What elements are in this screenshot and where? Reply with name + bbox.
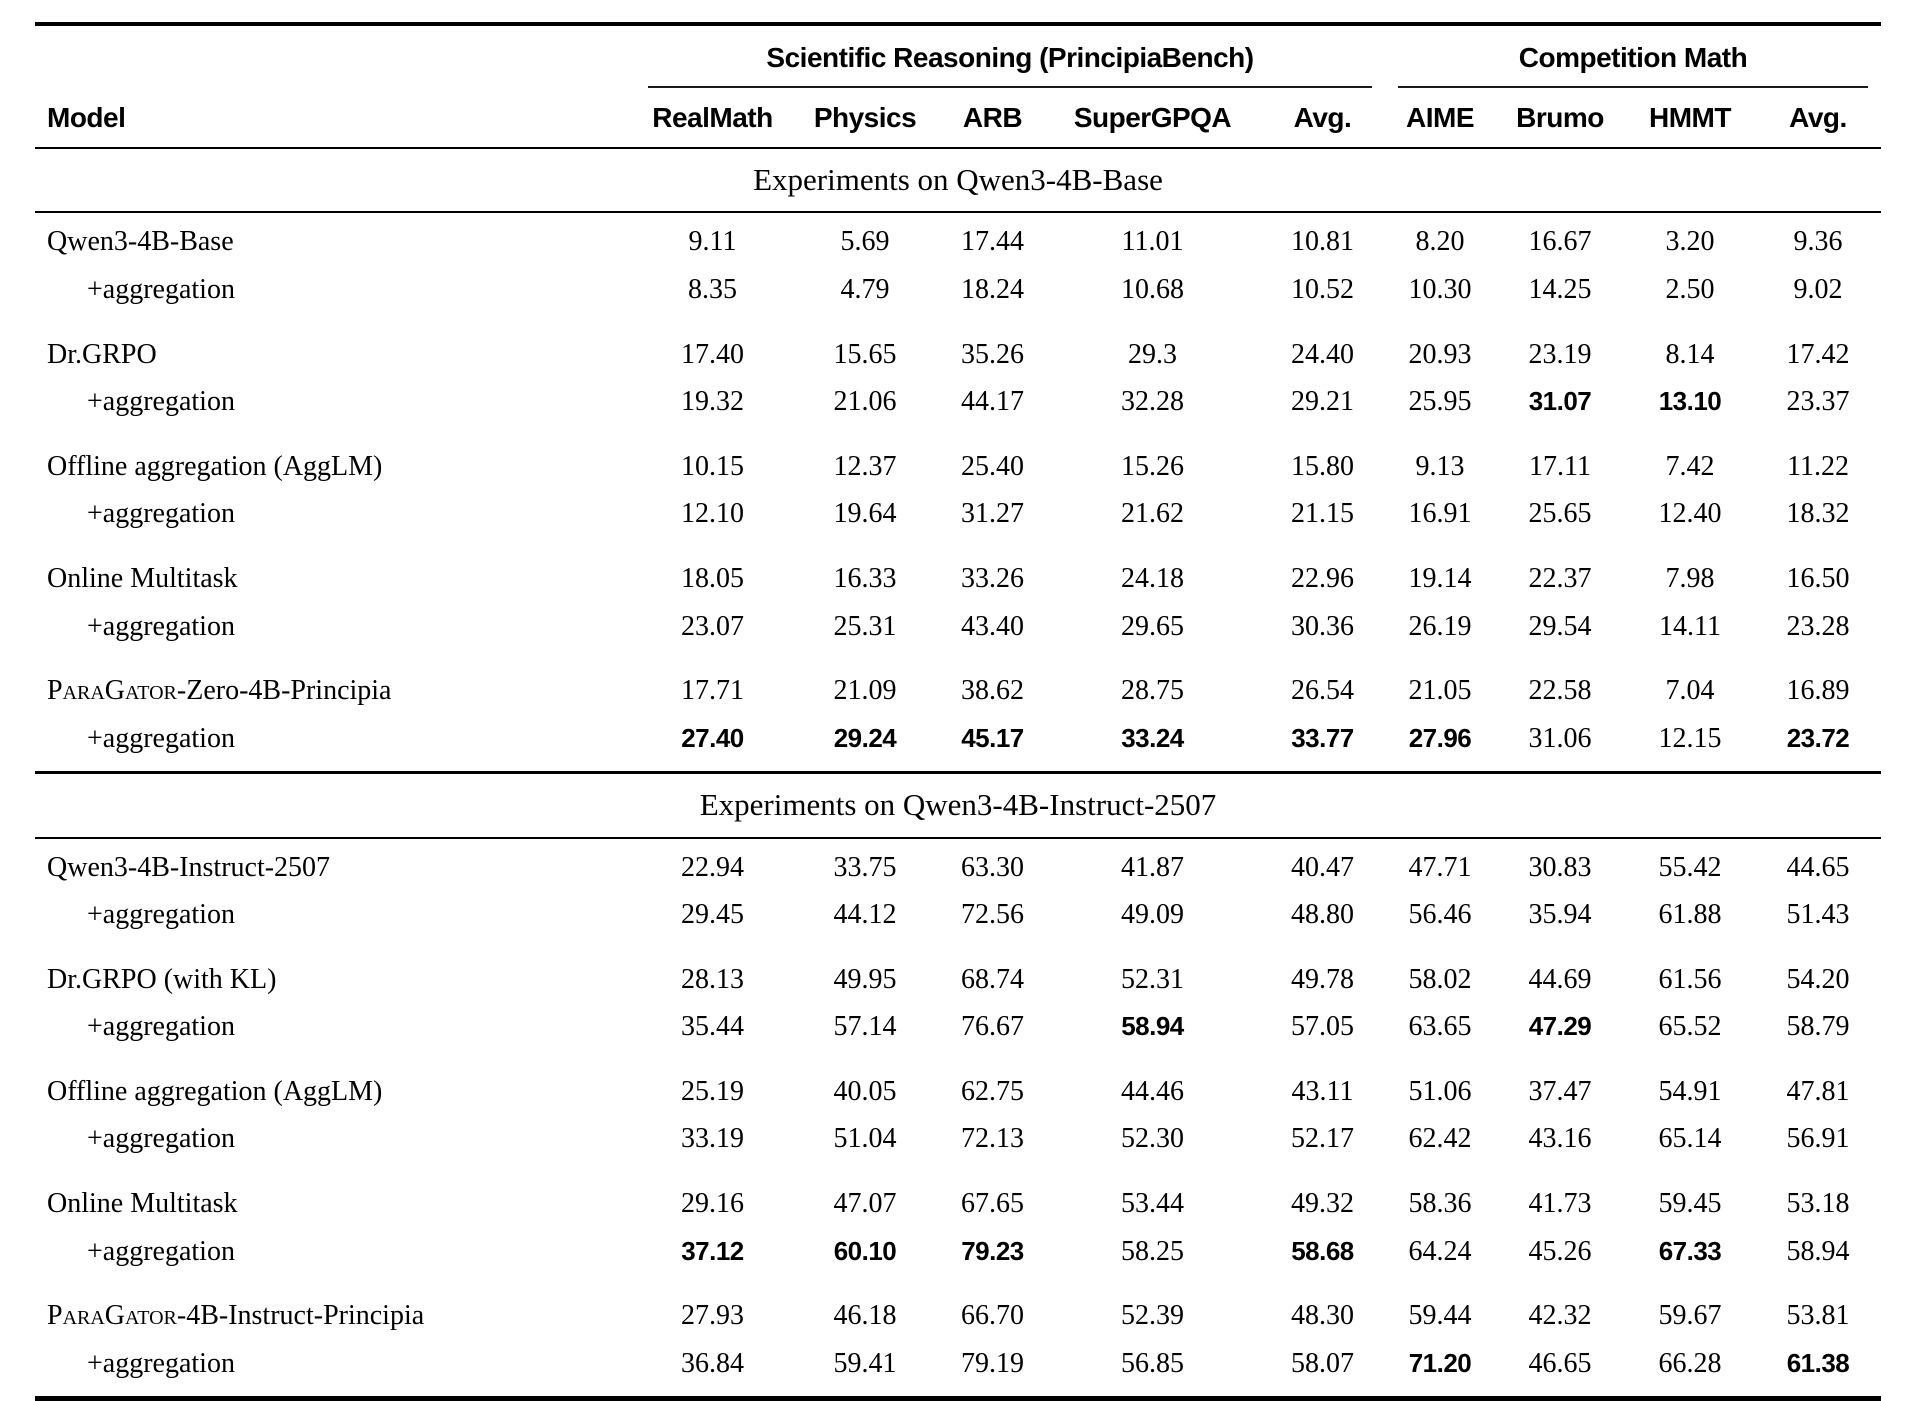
value-cell: 23.19: [1528, 338, 1592, 370]
model-name-cell: +aggregation: [87, 1347, 235, 1379]
value-cell: 58.25: [1121, 1235, 1184, 1267]
value-cell: 60.10: [833, 1235, 897, 1266]
value-cell: 7.42: [1665, 450, 1715, 482]
value-cell: 61.88: [1658, 899, 1722, 931]
value-cell: 54.20: [1786, 963, 1850, 995]
value-cell: 31.07: [1528, 386, 1592, 417]
value-cell: 23.72: [1786, 722, 1850, 753]
section-title-row: [35, 148, 1881, 212]
value-cell: 12.37: [833, 450, 897, 482]
value-cell: 26.54: [1291, 675, 1354, 707]
value-cell: 76.67: [961, 1011, 1024, 1043]
value-cell: 29.16: [681, 1188, 744, 1220]
value-cell: 17.40: [681, 338, 744, 370]
value-cell: 22.94: [681, 851, 744, 883]
value-cell: 79.23: [961, 1235, 1024, 1266]
value-cell: 16.50: [1786, 562, 1850, 594]
value-cell: 21.06: [833, 386, 897, 418]
value-cell: 72.13: [961, 1123, 1024, 1155]
model-name-cell: Offline aggregation (AggLM): [47, 1075, 383, 1107]
value-cell: 23.28: [1786, 610, 1850, 642]
value-cell: 47.71: [1408, 851, 1472, 883]
value-cell: 10.68: [1121, 273, 1184, 305]
value-cell: 63.65: [1408, 1011, 1472, 1043]
group-header-row: [35, 24, 1881, 89]
value-cell: 12.15: [1658, 722, 1722, 754]
model-name-cell: +aggregation: [87, 899, 235, 931]
value-cell: 44.12: [833, 899, 897, 931]
value-cell: 25.31: [833, 610, 897, 642]
section-title: Experiments on Qwen3-4B-Base: [35, 148, 1881, 212]
model-name-cell: +aggregation: [87, 386, 235, 418]
value-cell: 19.64: [833, 498, 897, 530]
value-cell: 57.14: [833, 1011, 897, 1043]
value-cell: 21.09: [833, 675, 897, 707]
value-cell: 27.93: [681, 1300, 744, 1332]
model-name-cell: ParaGator-4B-Instruct-Principia: [47, 1300, 425, 1332]
value-cell: 27.40: [681, 722, 744, 753]
value-cell: 48.80: [1291, 899, 1354, 931]
column-header-row: [35, 89, 1881, 149]
value-cell: 21.62: [1121, 498, 1184, 530]
table-row: [35, 1275, 1881, 1340]
value-cell: 40.05: [833, 1075, 897, 1107]
value-cell: 37.12: [681, 1235, 744, 1266]
value-cell: 49.95: [833, 963, 897, 995]
model-name-cell: +aggregation: [87, 1123, 235, 1155]
value-cell: 58.07: [1291, 1347, 1354, 1379]
value-cell: 37.47: [1528, 1075, 1592, 1107]
value-cell: 53.44: [1121, 1188, 1184, 1220]
section-qwen3-4b-base: [35, 148, 1881, 773]
value-cell: 59.67: [1658, 1300, 1722, 1332]
group-underline-rule: [1398, 86, 1868, 88]
value-cell: 53.18: [1786, 1188, 1850, 1220]
model-name-cell: +aggregation: [87, 498, 235, 530]
value-cell: 49.32: [1291, 1188, 1354, 1220]
section-title: Experiments on Qwen3-4B-Instruct-2507: [35, 773, 1881, 838]
column-header-supergpqa: SuperGPQA: [1045, 89, 1260, 149]
table-row: [35, 1051, 1881, 1116]
value-cell: 10.52: [1291, 273, 1354, 305]
model-name-smallcaps: ParaGator: [47, 1300, 177, 1332]
value-cell: 46.65: [1528, 1347, 1592, 1379]
column-header-aime: AIME: [1385, 89, 1495, 149]
table-row: [35, 490, 1881, 538]
table-row: [35, 891, 1881, 939]
value-cell: 29.45: [681, 899, 744, 931]
value-cell: 23.07: [681, 610, 744, 642]
model-name-cell: Qwen3-4B-Instruct-2507: [47, 851, 331, 883]
value-cell: 52.39: [1121, 1300, 1184, 1332]
results-table-wrapper: [35, 22, 1881, 1401]
column-header-avg-scientific: Avg.: [1260, 89, 1385, 149]
value-cell: 13.10: [1658, 386, 1722, 417]
model-name-cell: +aggregation: [87, 610, 235, 642]
value-cell: 56.91: [1786, 1123, 1850, 1155]
table-header: [35, 24, 1881, 148]
table-row: [35, 538, 1881, 603]
value-cell: 19.32: [681, 386, 744, 418]
value-cell: 66.28: [1658, 1347, 1722, 1379]
value-cell: 41.87: [1121, 851, 1184, 883]
value-cell: 31.06: [1528, 722, 1592, 754]
value-cell: 18.24: [961, 273, 1024, 305]
value-cell: 47.29: [1528, 1011, 1592, 1042]
value-cell: 17.71: [681, 675, 744, 707]
model-name-cell: +aggregation: [87, 722, 235, 754]
value-cell: 7.98: [1665, 562, 1715, 594]
value-cell: 47.81: [1786, 1075, 1850, 1107]
table-row: [35, 1003, 1881, 1051]
value-cell: 29.3: [1128, 338, 1177, 370]
value-cell: 28.13: [681, 963, 744, 995]
column-header-brumo: Brumo: [1495, 89, 1625, 149]
value-cell: 67.33: [1658, 1235, 1722, 1266]
value-cell: 72.56: [961, 899, 1024, 931]
value-cell: 28.75: [1121, 675, 1184, 707]
value-cell: 29.65: [1121, 610, 1184, 642]
value-cell: 2.50: [1665, 273, 1715, 305]
value-cell: 44.17: [961, 386, 1024, 418]
value-cell: 25.40: [961, 450, 1024, 482]
value-cell: 41.73: [1528, 1188, 1592, 1220]
value-cell: 66.70: [961, 1300, 1024, 1332]
value-cell: 8.20: [1415, 226, 1465, 258]
value-cell: 15.80: [1291, 450, 1354, 482]
value-cell: 52.17: [1291, 1123, 1354, 1155]
value-cell: 33.19: [681, 1123, 744, 1155]
value-cell: 58.68: [1291, 1235, 1354, 1266]
value-cell: 5.69: [840, 226, 890, 258]
value-cell: 9.11: [688, 226, 737, 258]
value-cell: 47.07: [833, 1188, 897, 1220]
value-cell: 58.36: [1408, 1188, 1472, 1220]
value-cell: 14.11: [1659, 610, 1721, 642]
column-header-arb: ARB: [940, 89, 1045, 149]
value-cell: 52.30: [1121, 1123, 1184, 1155]
value-cell: 24.18: [1121, 562, 1184, 594]
table-row: [35, 650, 1881, 715]
model-name-cell: Offline aggregation (AggLM): [47, 450, 383, 482]
value-cell: 65.14: [1658, 1123, 1722, 1155]
value-cell: 17.44: [961, 226, 1024, 258]
value-cell: 33.77: [1291, 722, 1354, 753]
column-header-hmmt: HMMT: [1625, 89, 1755, 149]
results-table: [35, 22, 1881, 1401]
group-header-spacer: [35, 24, 635, 89]
model-name-cell: Qwen3-4B-Base: [47, 226, 234, 258]
value-cell: 55.42: [1658, 851, 1722, 883]
model-name-cell: +aggregation: [87, 1235, 235, 1267]
table-row: [35, 1340, 1881, 1399]
value-cell: 10.15: [681, 450, 744, 482]
value-cell: 43.40: [961, 610, 1024, 642]
value-cell: 32.28: [1121, 386, 1184, 418]
value-cell: 43.11: [1291, 1075, 1354, 1107]
value-cell: 45.26: [1528, 1235, 1592, 1267]
value-cell: 48.30: [1291, 1300, 1354, 1332]
value-cell: 49.09: [1121, 899, 1184, 931]
value-cell: 61.38: [1786, 1348, 1850, 1379]
value-cell: 49.78: [1291, 963, 1354, 995]
value-cell: 31.27: [961, 498, 1024, 530]
table-row: [35, 1163, 1881, 1228]
value-cell: 29.21: [1291, 386, 1354, 418]
value-cell: 11.22: [1787, 450, 1849, 482]
value-cell: 63.30: [961, 851, 1024, 883]
value-cell: 18.05: [681, 562, 744, 594]
value-cell: 15.26: [1121, 450, 1184, 482]
value-cell: 71.20: [1408, 1348, 1472, 1379]
value-cell: 10.30: [1408, 273, 1472, 305]
value-cell: 67.65: [961, 1188, 1024, 1220]
value-cell: 36.84: [681, 1347, 744, 1379]
value-cell: 57.05: [1291, 1011, 1354, 1043]
value-cell: 21.05: [1408, 675, 1472, 707]
model-name-cell: +aggregation: [87, 273, 235, 305]
value-cell: 35.44: [681, 1011, 744, 1043]
value-cell: 17.11: [1529, 450, 1591, 482]
value-cell: 46.18: [833, 1300, 897, 1332]
value-cell: 58.94: [1786, 1235, 1850, 1267]
value-cell: 33.75: [833, 851, 897, 883]
table-row: [35, 838, 1881, 892]
value-cell: 19.14: [1408, 562, 1472, 594]
value-cell: 14.25: [1528, 273, 1592, 305]
table-row: [35, 266, 1881, 314]
value-cell: 27.96: [1408, 722, 1472, 753]
value-cell: 79.19: [961, 1347, 1024, 1379]
model-name-cell: +aggregation: [87, 1011, 235, 1043]
value-cell: 4.79: [840, 273, 890, 305]
value-cell: 68.74: [961, 963, 1024, 995]
value-cell: 56.46: [1408, 899, 1472, 931]
table-row: [35, 603, 1881, 651]
column-header-realmath: RealMath: [635, 89, 790, 149]
value-cell: 30.36: [1291, 610, 1354, 642]
value-cell: 16.33: [833, 562, 897, 594]
value-cell: 54.91: [1658, 1075, 1722, 1107]
group-header-competition-math: [1385, 24, 1881, 89]
value-cell: 29.24: [833, 722, 897, 753]
value-cell: 61.56: [1658, 963, 1722, 995]
value-cell: 44.69: [1528, 963, 1592, 995]
value-cell: 21.15: [1291, 498, 1354, 530]
value-cell: 11.01: [1121, 226, 1184, 258]
value-cell: 59.44: [1408, 1300, 1472, 1332]
table-row: [35, 939, 1881, 1004]
value-cell: 59.41: [833, 1347, 897, 1379]
value-cell: 8.14: [1665, 338, 1715, 370]
model-name-cell: Online Multitask: [47, 1188, 238, 1220]
group-underline-rule: [648, 86, 1372, 88]
section-qwen3-4b-instruct-2507: [35, 773, 1881, 1399]
value-cell: 62.42: [1408, 1123, 1472, 1155]
value-cell: 58.79: [1786, 1011, 1850, 1043]
column-header-physics: Physics: [790, 89, 940, 149]
group-title-competition-math: Competition Math: [1518, 42, 1748, 73]
model-name-cell: ParaGator-Zero-4B-Principia: [47, 675, 392, 707]
table-row: [35, 378, 1881, 426]
value-cell: 16.91: [1408, 498, 1472, 530]
value-cell: 38.62: [961, 675, 1024, 707]
value-cell: 51.06: [1408, 1075, 1472, 1107]
value-cell: 30.83: [1528, 851, 1592, 883]
value-cell: 16.67: [1528, 226, 1592, 258]
value-cell: 24.40: [1291, 338, 1354, 370]
value-cell: 44.65: [1786, 851, 1850, 883]
table-row: [35, 1228, 1881, 1276]
value-cell: 9.36: [1793, 226, 1843, 258]
value-cell: 18.32: [1786, 498, 1850, 530]
value-cell: 10.81: [1291, 226, 1354, 258]
column-header-model: Model: [35, 89, 635, 149]
value-cell: 52.31: [1121, 963, 1184, 995]
value-cell: 12.10: [681, 498, 744, 530]
value-cell: 12.40: [1658, 498, 1722, 530]
table-row: [35, 212, 1881, 266]
value-cell: 25.19: [681, 1075, 744, 1107]
value-cell: 51.43: [1786, 899, 1850, 931]
value-cell: 44.46: [1121, 1075, 1184, 1107]
value-cell: 59.45: [1658, 1188, 1722, 1220]
model-name-cell: Online Multitask: [47, 562, 238, 594]
value-cell: 7.04: [1665, 675, 1715, 707]
group-title-scientific-reasoning: Scientific Reasoning (PrincipiaBench): [766, 42, 1254, 73]
value-cell: 62.75: [961, 1075, 1024, 1107]
value-cell: 64.24: [1408, 1235, 1472, 1267]
value-cell: 15.65: [833, 338, 897, 370]
value-cell: 3.20: [1665, 226, 1715, 258]
value-cell: 17.42: [1786, 338, 1850, 370]
value-cell: 35.94: [1528, 899, 1592, 931]
value-cell: 51.04: [833, 1123, 897, 1155]
value-cell: 33.26: [961, 562, 1024, 594]
column-header-avg-math: Avg.: [1755, 89, 1881, 149]
value-cell: 33.24: [1121, 722, 1184, 753]
section-title-row: [35, 773, 1881, 838]
value-cell: 23.37: [1786, 386, 1850, 418]
table-row: [35, 426, 1881, 491]
value-cell: 20.93: [1408, 338, 1472, 370]
value-cell: 43.16: [1528, 1123, 1592, 1155]
value-cell: 22.58: [1528, 675, 1592, 707]
value-cell: 58.94: [1121, 1011, 1184, 1042]
value-cell: 9.13: [1415, 450, 1465, 482]
table-row: [35, 715, 1881, 773]
value-cell: 9.02: [1793, 273, 1843, 305]
value-cell: 25.65: [1528, 498, 1592, 530]
model-name-cell: Dr.GRPO (with KL): [47, 963, 277, 995]
value-cell: 42.32: [1528, 1300, 1592, 1332]
table-row: [35, 1115, 1881, 1163]
value-cell: 65.52: [1658, 1011, 1722, 1043]
value-cell: 26.19: [1408, 610, 1472, 642]
value-cell: 22.96: [1291, 562, 1354, 594]
model-name-cell: Dr.GRPO: [47, 338, 157, 370]
table-row: [35, 314, 1881, 379]
value-cell: 35.26: [961, 338, 1024, 370]
value-cell: 56.85: [1121, 1347, 1184, 1379]
value-cell: 53.81: [1786, 1300, 1850, 1332]
group-header-scientific-reasoning: [635, 24, 1385, 89]
value-cell: 22.37: [1528, 562, 1592, 594]
value-cell: 40.47: [1291, 851, 1354, 883]
value-cell: 25.95: [1408, 386, 1472, 418]
value-cell: 29.54: [1528, 610, 1592, 642]
value-cell: 8.35: [688, 273, 737, 305]
value-cell: 45.17: [961, 722, 1024, 753]
value-cell: 16.89: [1786, 675, 1850, 707]
model-name-smallcaps: ParaGator: [47, 675, 177, 707]
value-cell: 58.02: [1408, 963, 1472, 995]
